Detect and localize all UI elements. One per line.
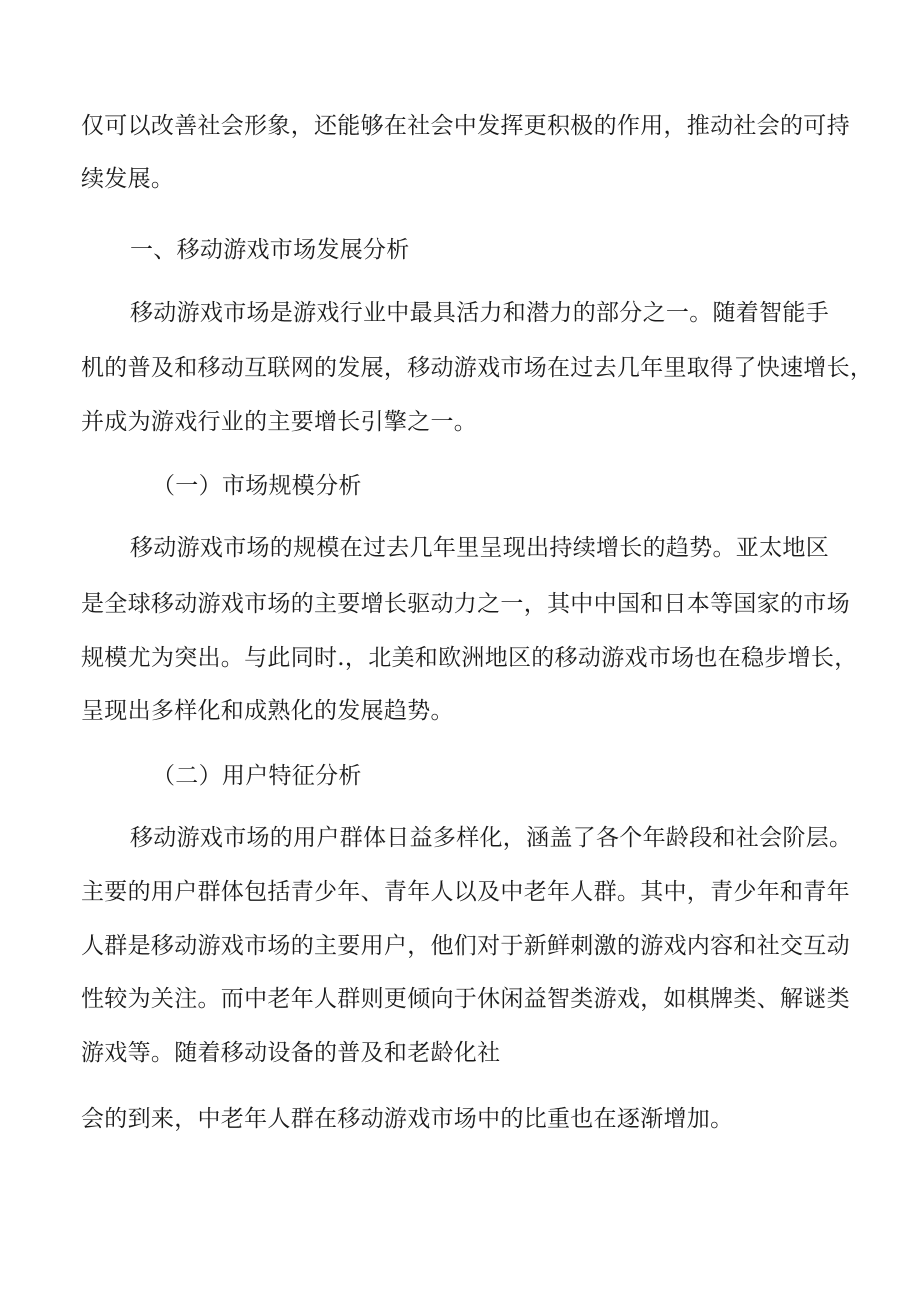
paragraph-line: 续发展。 (81, 166, 175, 192)
paragraph-line: 人群是移动游戏市场的主要用户，他们对于新鲜刺激的游戏内容和社交互动 (81, 933, 850, 959)
paragraph-line: 主要的用户群体包括青少年、青年人以及中老年人群。其中，青少年和青年 (81, 879, 850, 905)
paragraph-line: 规模尤为突出。与此同时.，北美和欧洲地区的移动游戏市场也在稳步增长， (81, 645, 858, 671)
paragraph-line: 游戏等。随着移动设备的普及和老龄化社 (81, 1040, 501, 1066)
paragraph-line: 机的普及和移动互联网的发展，移动游戏市场在过去几年里取得了快速增长， (81, 355, 874, 381)
subsection-heading: （一）市场规模分析 (152, 473, 362, 499)
paragraph-line: 性较为关注。而中老年人群则更倾向于休闲益智类游戏，如棋牌类、解谜类 (81, 986, 850, 1012)
paragraph-line: 会的到来，中老年人群在移动游戏市场中的比重也在逐渐增加。 (81, 1106, 734, 1132)
paragraph-line: 仅可以改善社会形象，还能够在社会中发挥更积极的作用，推动社会的可持 (81, 113, 850, 139)
paragraph-line: 移动游戏市场的规模在过去几年里呈现出持续增长的趋势。亚太地区 (130, 535, 829, 561)
paragraph-line: 移动游戏市场的用户群体日益多样化，涵盖了各个年龄段和社会阶层。 (130, 825, 853, 851)
section-heading: 一、移动游戏市场发展分析 (130, 237, 410, 263)
paragraph-line: 并成为游戏行业的主要增长引擎之一。 (81, 409, 478, 435)
paragraph-line: 呈现出多样化和成熟化的发展趋势。 (81, 698, 454, 724)
paragraph-line: 是全球移动游戏市场的主要增长驱动力之一，其中中国和日本等国家的市场 (81, 591, 850, 617)
paragraph-line: 移动游戏市场是游戏行业中最具活力和潜力的部分之一。随着智能手 (130, 300, 829, 326)
subsection-heading: （二）用户特征分析 (152, 763, 362, 789)
